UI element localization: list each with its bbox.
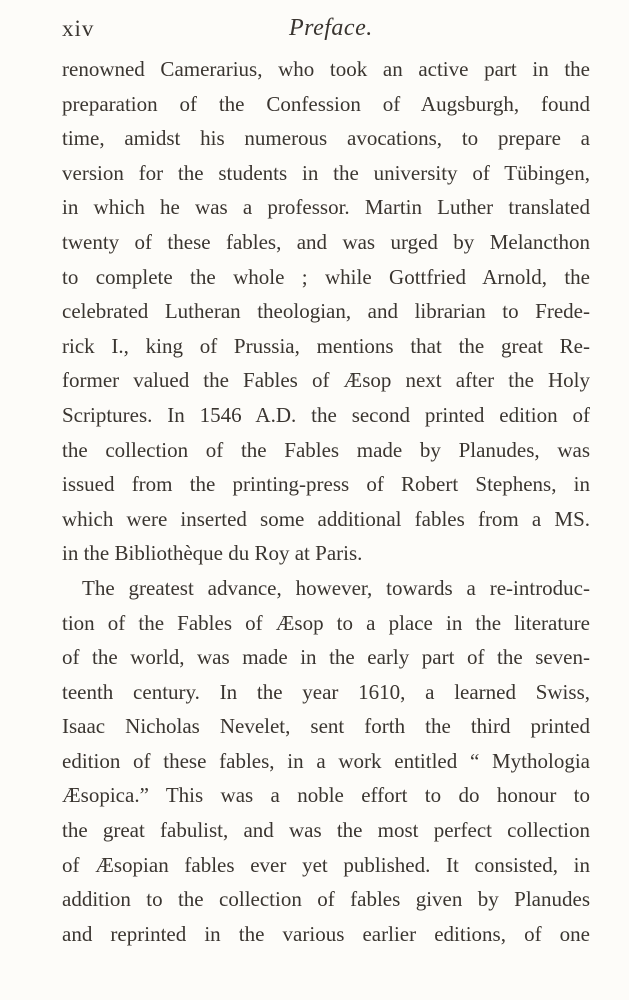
text-line: to complete the whole ; while Gottfried Arnold, the (62, 264, 590, 289)
text-line: tion of the Fables of Æsop to a place in the literature (62, 610, 590, 635)
text-line: Scriptures. In 1546 A.D. the second printed edition of (62, 402, 590, 427)
page-header (62, 14, 591, 44)
page-number: xiv (62, 16, 95, 41)
text-line: The greatest advance, however, towards a re-introduc- (82, 575, 590, 600)
text-line: twenty of these fables, and was urged by Melancthon (62, 229, 590, 254)
text-line: Isaac Nicholas Nevelet, sent forth the third printed (62, 714, 590, 739)
text-line: and reprinted in the various earlier editions, of one (62, 921, 590, 946)
text-line: version for the students in the university of Tübingen, (62, 160, 590, 185)
text-line: teenth century. In the year 1610, a learned Swiss, (62, 679, 590, 704)
text-line: of the world, was made in the early part of the seven- (62, 645, 590, 670)
text-line: renowned Camerarius, who took an active part in the (62, 57, 590, 81)
text-line: in which he was a professor. Martin Luther translated (62, 195, 590, 220)
paragraph-1 (62, 52, 590, 571)
text-line: rick I., king of Prussia, mentions that the great Re- (62, 333, 590, 358)
text-line: issued from the printing-press of Robert Stephens, in (62, 472, 590, 497)
text-line: the collection of the Fables made by Planudes, was (62, 437, 590, 462)
text-line: edition of these fables, in a work entitled “ Mythologia (62, 748, 590, 773)
text-line: preparation of the Confession of Augsburgh, found (62, 91, 590, 116)
text-line: of Æsopian fables ever yet published. It consisted, in (62, 852, 590, 877)
text-line: addition to the collection of fables given by Planudes (62, 887, 590, 912)
text-line: in the Bibliothèque du Roy at Paris. (62, 541, 363, 566)
text-line: which were inserted some additional fables from a MS. (62, 506, 590, 531)
running-title: Preface. (289, 15, 373, 41)
paragraph-2 (62, 571, 590, 952)
text-line: time, amidst his numerous avocations, to prepare a (62, 126, 590, 151)
text-line: celebrated Lutheran theologian, and librarian to Frede- (62, 299, 590, 324)
body-text (62, 52, 590, 951)
text-line: former valued the Fables of Æsop next after the Holy (62, 368, 590, 393)
text-line: Æsopica.” This was a noble effort to do honour to (62, 783, 590, 808)
text-line: the great fabulist, and was the most perfect collection (62, 818, 590, 843)
